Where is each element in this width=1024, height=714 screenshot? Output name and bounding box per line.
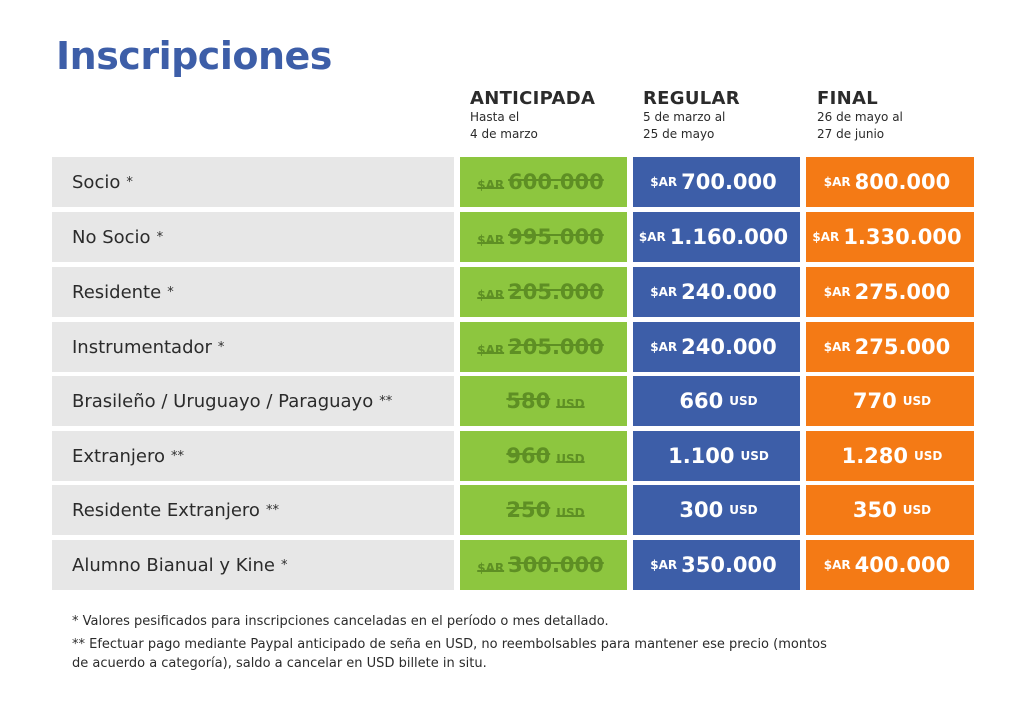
currency-prefix: $AR (477, 178, 505, 192)
price-regular (633, 431, 800, 481)
price-amount: 275.000 (854, 335, 951, 359)
price-amount: 770 (852, 389, 897, 413)
currency-suffix: USD (556, 452, 585, 466)
price-amount: 205.000 (508, 335, 604, 359)
category-name: Instrumentador (72, 336, 212, 358)
footnote-single-asterisk: * Valores pesificados para inscripciones canceladas en el período o mes detallado. (72, 614, 609, 629)
category-label (52, 431, 454, 481)
category-name: Extranjero (72, 445, 166, 467)
column-header-final (817, 88, 987, 143)
table-row (52, 376, 974, 426)
price-amount: 350.000 (681, 553, 777, 577)
table-row (52, 267, 974, 317)
price-final (806, 431, 974, 481)
footnote-mark: ** (265, 502, 279, 518)
table-row (52, 157, 974, 207)
price-regular (633, 267, 800, 317)
price-anticipada (460, 485, 627, 535)
price-regular (633, 212, 800, 262)
table-row (52, 485, 974, 535)
footnote-mark: ** (171, 448, 185, 464)
price-regular (633, 485, 800, 535)
footnotes (72, 612, 832, 677)
table-row (52, 431, 974, 481)
price-regular (633, 376, 800, 426)
price-anticipada (460, 431, 627, 481)
price-amount: 1.280 (841, 444, 909, 468)
currency-prefix: $AR (650, 558, 678, 572)
category-label (52, 267, 454, 317)
currency-prefix: $AR (477, 288, 505, 302)
column-name: REGULAR (643, 88, 740, 109)
column-name: FINAL (817, 88, 878, 109)
column-header-regular (643, 88, 813, 143)
price-final (806, 267, 974, 317)
footnote-mark: * (156, 229, 164, 245)
price-final (806, 322, 974, 372)
price-amount: 300 (679, 498, 724, 522)
footnote-mark: * (217, 339, 225, 355)
category-label (52, 157, 454, 207)
category-label (52, 322, 454, 372)
currency-suffix: USD (556, 397, 585, 411)
category-name: Socio (72, 171, 121, 193)
price-amount: 700.000 (681, 170, 777, 194)
currency-suffix: USD (902, 394, 932, 408)
price-regular (633, 322, 800, 372)
category-label (52, 540, 454, 590)
price-amount: 960 (506, 444, 551, 468)
category-name: Residente (72, 281, 162, 303)
currency-prefix: $AR (650, 175, 678, 189)
column-date-line: 25 de mayo (643, 127, 715, 141)
price-final (806, 376, 974, 426)
category-name: Brasileño / Uruguayo / Paraguayo (72, 390, 374, 412)
price-anticipada (460, 267, 627, 317)
table-row (52, 212, 974, 262)
table-row (52, 540, 974, 590)
currency-prefix: $AR (823, 175, 851, 189)
column-header-anticipada (470, 88, 640, 143)
currency-prefix: $AR (650, 340, 678, 354)
currency-suffix: USD (729, 503, 758, 517)
price-amount: 240.000 (681, 335, 777, 359)
currency-prefix: $AR (477, 561, 505, 575)
price-amount: 300.000 (508, 553, 604, 577)
currency-prefix: $AR (823, 285, 851, 299)
category-name: No Socio (72, 226, 151, 248)
currency-prefix: $AR (823, 340, 851, 354)
price-amount: 600.000 (508, 170, 604, 194)
price-amount: 660 (679, 389, 724, 413)
table-row (52, 322, 974, 372)
currency-prefix: $AR (812, 230, 840, 244)
price-amount: 1.330.000 (843, 225, 962, 249)
footnote-mark: * (126, 174, 133, 190)
price-final (806, 157, 974, 207)
column-date-line: 27 de junio (817, 127, 885, 141)
currency-suffix: USD (740, 449, 769, 463)
currency-prefix: $AR (823, 558, 851, 572)
price-regular (633, 157, 800, 207)
price-anticipada (460, 376, 627, 426)
column-date-line: 5 de marzo al (643, 110, 726, 124)
price-amount: 350 (852, 498, 897, 522)
price-anticipada (460, 157, 627, 207)
category-name: Residente Extranjero (72, 499, 260, 521)
currency-suffix: USD (914, 449, 943, 463)
category-label (52, 485, 454, 535)
currency-suffix: USD (556, 506, 585, 520)
price-anticipada (460, 540, 627, 590)
column-date-line: 4 de marzo (470, 127, 538, 141)
price-amount: 400.000 (854, 553, 951, 577)
price-regular (633, 540, 800, 590)
page-title: Inscripciones (56, 34, 332, 78)
category-label (52, 212, 454, 262)
price-amount: 275.000 (854, 280, 951, 304)
category-name: Alumno Bianual y Kine (72, 554, 276, 576)
price-amount: 1.100 (668, 444, 735, 468)
price-amount: 250 (506, 498, 551, 522)
column-name: ANTICIPADA (470, 88, 596, 109)
column-date-line: Hasta el (470, 110, 520, 124)
price-final (806, 212, 974, 262)
currency-prefix: $AR (477, 343, 505, 357)
price-amount: 205.000 (508, 280, 604, 304)
price-final (806, 485, 974, 535)
currency-prefix: $AR (650, 285, 678, 299)
footnote-mark: * (167, 284, 174, 300)
price-amount: 800.000 (854, 170, 951, 194)
currency-prefix: $AR (638, 230, 666, 244)
footnote-double-asterisk: ** Efectuar pago mediante Paypal anticipado de seña en USD, no reembolsables para mantener ese precio (montos de acuerdo a categoría), saldo a cancelar en USD billete in situ. (72, 637, 827, 671)
footnote-mark: * (281, 557, 288, 573)
price-amount: 240.000 (681, 280, 777, 304)
footnote-mark: ** (379, 393, 393, 409)
price-amount: 995.000 (508, 225, 604, 249)
price-amount: 580 (506, 389, 551, 413)
price-amount: 1.160.000 (669, 225, 789, 249)
currency-suffix: USD (729, 394, 758, 408)
currency-prefix: $AR (477, 233, 505, 247)
column-date-line: 26 de mayo al (817, 110, 903, 124)
currency-suffix: USD (902, 503, 932, 517)
price-anticipada (460, 212, 627, 262)
price-anticipada (460, 322, 627, 372)
price-final (806, 540, 974, 590)
category-label (52, 376, 454, 426)
